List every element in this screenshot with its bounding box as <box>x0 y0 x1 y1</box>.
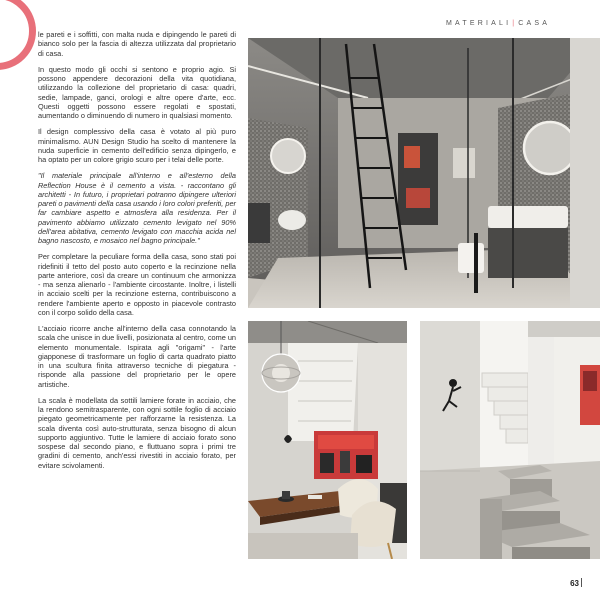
paragraph: In questo modo gli occhi si sentono e proprio agio. Si possono appendere decorazioni della vita quotidiana, utilizzando la collezione del proprietario di casa: quadri, sedie, lampade, ganci, orologi e altre opere d'arte, ecc. Questi oggetti possono essere regolati e spostati, aumentando o diminuendo di numero in qualsiasi momento. <box>38 64 236 120</box>
paragraph: La scala è modellata da sottili lamiere forate in acciaio, che la rendono semitrasparente, con ogni sottile foglio di acciaio piegato geometricamente per rafforzarne la resistenza. La scala diventa così auto-strutturata, senza bisogno di alcun supporto aggiuntivo. Tutte le lamiere di acciaio forato sono sospese dal secondo piano, e fluttuano sopra i primi tre gradini di cemento, anch'essi rivestiti in acciaio forato, per evitare scivolamenti. <box>38 395 236 470</box>
page-number-bar <box>581 578 582 587</box>
article-text <box>38 30 236 477</box>
paragraph: Per completare la peculiare forma della casa, sono stati poi ridefiniti il tetto del posto auto coperto e la recinzione nella parte anteriore, così da creare un continuum che armonizza - ma senza alienarlo - l'ambiente circostante. Inoltre, i listelli in acciaio scelti per la recinzione esterna, contribuiscono a rendere l'ambiente aperto e opposto in piacevole contrasto con il corpo solido della casa. <box>38 252 236 317</box>
bathroom-illustration <box>248 38 600 308</box>
stair-illustration <box>420 321 600 559</box>
dining-photo <box>248 321 407 559</box>
bathroom-photo <box>248 38 600 308</box>
paragraph: L'acciaio ricorre anche all'interno della casa connotando la scala che unisce in due livelli, posizionata al centro, come un elemento monumentale. Ispirata agli "origami" - l'arte giapponese di trasformare un foglio di carta quadrato piatto in una scultura finita attraverso tecniche di piegatura - risponde alla passione del proprietario per le opere artistiche. <box>38 324 236 389</box>
page-number-text: 63 <box>570 579 579 588</box>
dining-illustration <box>248 321 407 559</box>
stair-photo <box>420 321 600 559</box>
paragraph: Il design complessivo della casa è votato al più puro minimalismo. AUN Design Studio ha scelto di mantenere la nuda superficie in cemento dell'edificio senza dipingerlo, e ha optato per un colore grigio scuro per i telai delle porte. <box>38 127 236 164</box>
header-part2: CASA <box>518 20 551 27</box>
quote-paragraph: "Il materiale principale all'interno e all'esterno della Reflection House è il cemento a vista. - raccontano gli architetti - In futuro, i proprietari potranno dipingere ulteriori pareti o pavimenti della casa usando i loro colori preferiti, per far cambiare aspetto e atmosfera alla residenza. Per il pavimento abbiamo utilizzato cemento levigato nel 90% dell'area abitativa, cemento levigato con macchia acida nel bagno nascosto, e mosaico nel bagno principale." <box>38 171 236 245</box>
section-header <box>446 20 550 27</box>
page-number <box>570 578 582 588</box>
header-separator: | <box>512 20 518 27</box>
paragraph: le pareti e i soffitti, con malta nuda e dipingendo le pareti di bianco solo per la fascia di altezza utilizzata dal proprietario di casa. <box>38 30 236 58</box>
header-part1: MATERIALI <box>446 20 512 27</box>
decorative-circle <box>0 0 36 70</box>
